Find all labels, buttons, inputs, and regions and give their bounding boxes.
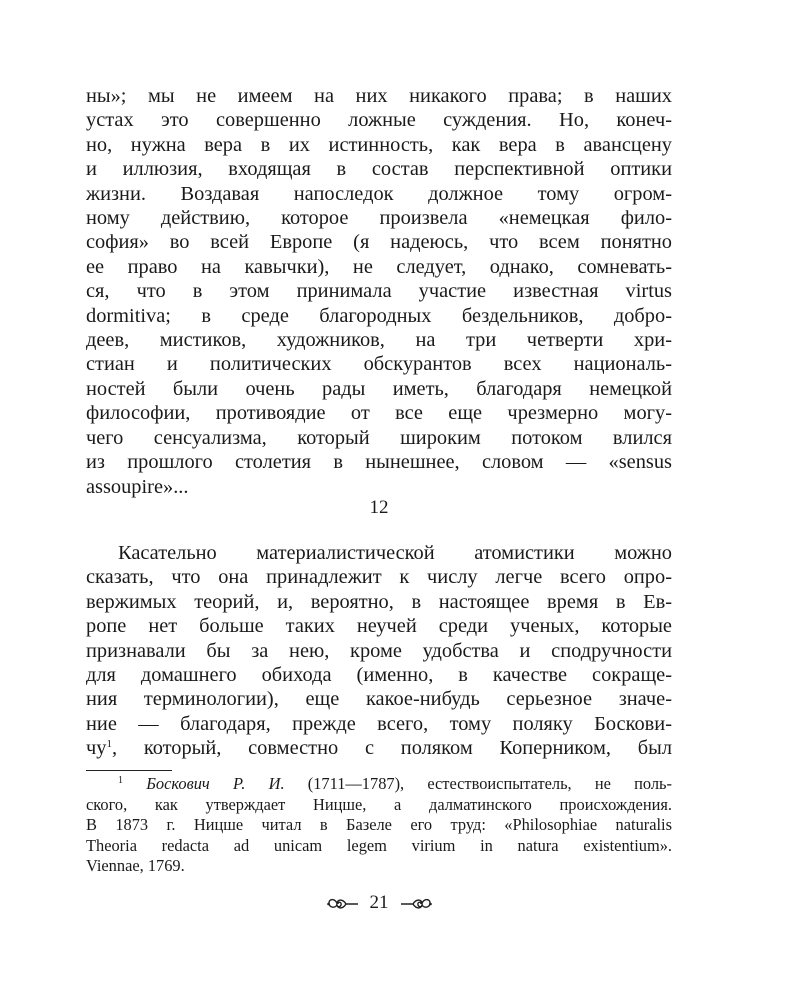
text-line: чего сенсуализма, который широким потоком влился bbox=[86, 426, 672, 449]
text-line: вержимых теорий, и, вероятно, в настоящее время в Ев- bbox=[86, 590, 672, 613]
footnote-line: ского, как утверждает Ницше, а далматинского происхождения. bbox=[86, 794, 672, 814]
text-line: для домашнего обихода (именно, в качестве сокраще- bbox=[86, 664, 672, 687]
page-footer bbox=[86, 892, 672, 914]
text-line: ностей были очень рады иметь, благодаря немецкой bbox=[86, 377, 672, 400]
text-line: жизни. Воздавая напоследок должное тому огром- bbox=[86, 182, 672, 205]
text-line: устах это совершенно ложные суждения. Но, конеч- bbox=[86, 109, 672, 132]
text-line: деев, мистиков, художников, на три четверти хри- bbox=[86, 329, 672, 352]
paragraph-section-11-end bbox=[86, 84, 672, 499]
text-line: стиан и политических обскурантов всех националь- bbox=[86, 353, 672, 376]
ornament-left-icon bbox=[326, 896, 360, 912]
text-line: ны»; мы не имеем на них никакого права; в наших bbox=[86, 85, 672, 107]
text-line: Касательно материалистической атомистики можно bbox=[118, 542, 672, 564]
text-line: ному действию, которое произвела «немецкая фило- bbox=[86, 207, 672, 230]
text-line: assoupire»... bbox=[86, 475, 189, 498]
footnote-line: Viennae, 1769. bbox=[86, 856, 185, 876]
text-fragment: , который, совместно с поляком Коперником, был bbox=[111, 737, 672, 760]
footnote bbox=[86, 774, 672, 877]
text-fragment: (1711—1787), естествоиспытатель, не поль- bbox=[284, 774, 672, 793]
text-line: признавали бы за нею, кроме удобства и сподручности bbox=[86, 639, 672, 662]
text-line: сказать, что она принадлежит к числу легче всего опро- bbox=[86, 566, 672, 589]
footnote-line: Theoria redacta ad unicam legem virium in natura existentium». bbox=[86, 835, 672, 855]
text-line: ние — благодаря, прежде всего, тому поляку Боскови- bbox=[86, 712, 672, 735]
page-number: 21 bbox=[369, 892, 389, 913]
footnote-reference[interactable]: 1 bbox=[106, 738, 112, 751]
paragraph-section-12 bbox=[86, 541, 672, 761]
footnote-line bbox=[86, 774, 672, 795]
footnote-line: В 1873 г. Ницше читал в Базеле его труд: «Philosophiae naturalis bbox=[86, 815, 672, 835]
footnote-author: Боскович Р. И. bbox=[146, 774, 285, 793]
text-line: но, нужна вера в их истинность, как вера в авансцену bbox=[86, 133, 672, 156]
text-line: ее право на кавычки), не следует, однако, сомневать- bbox=[86, 255, 672, 278]
text-line: ся, что в этом принимала участие известная virtus bbox=[86, 280, 672, 303]
text-line: ропе нет больше таких неучей среди ученых, которые bbox=[86, 615, 672, 638]
footnote-marker: 1 bbox=[118, 775, 123, 786]
text-line: философии, противоядие от все еще чрезмерно могу- bbox=[86, 402, 672, 425]
ornament-right-icon bbox=[399, 896, 433, 912]
text-line: из прошлого столетия в нынешнее, словом — «sensus bbox=[86, 451, 672, 474]
text-line: dormitiva; в среде благородных бездельников, добро- bbox=[86, 304, 672, 327]
section-number-heading: 12 bbox=[369, 497, 389, 518]
footnote-divider bbox=[86, 770, 172, 771]
text-line-with-footnote-ref bbox=[86, 736, 672, 760]
text-line: софия» во всей Европе (я надеюсь, что всем понятно bbox=[86, 231, 672, 254]
text-line: и иллюзия, входящая в состав перспективной оптики bbox=[86, 158, 672, 181]
text-fragment: чу bbox=[86, 737, 107, 760]
text-line: ния терминологии), еще какое-нибудь серьезное значе- bbox=[86, 688, 672, 711]
